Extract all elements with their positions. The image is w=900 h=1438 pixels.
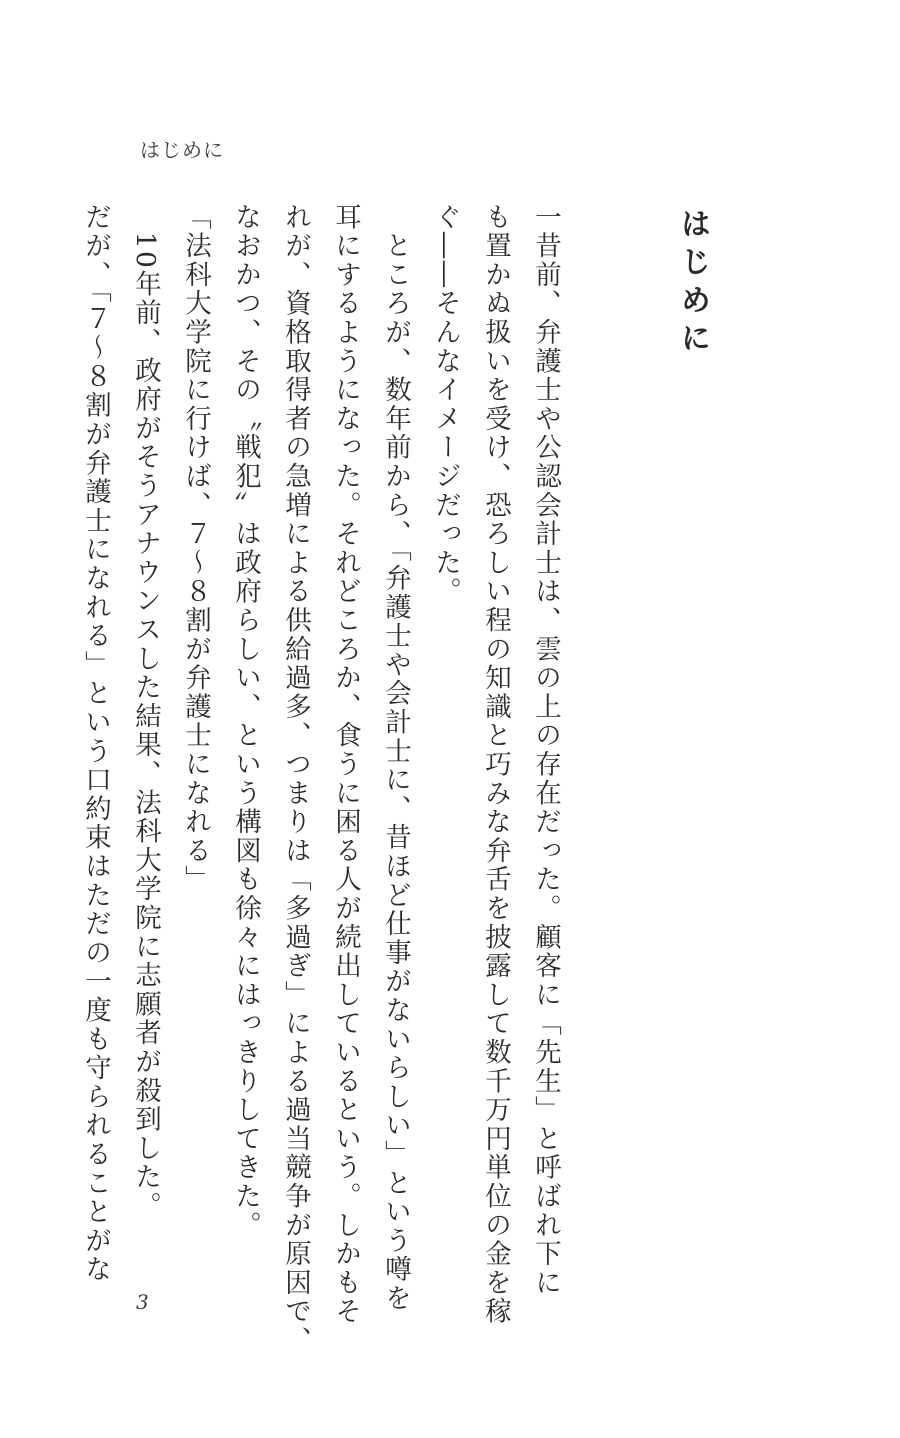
running-head: はじめに — [140, 138, 224, 162]
page-number: 3 — [136, 1290, 149, 1314]
text-column-4: ところが、数年前から、「弁護士や会計士に、昔ほど仕事がないらしい」という噂を — [380, 203, 411, 1313]
text-column-10: だが、「７～８割が弁護士になれる」という口約束はただの一度も守られることがな — [80, 203, 111, 1285]
text-column-8: 「法科大学院に行けば、７～８割が弁護士になれる」 — [180, 203, 211, 895]
text-column-5: 耳にするようになった。それどころか、食うに困る人が続出しているという。しかもそ — [330, 203, 361, 1327]
text-column-7: なおかつ、その〝戦犯〟は政府らしい、という構図も徐々にはっきりしてきた。 — [230, 203, 261, 1240]
text-column-2: も置かぬ扱いを受け、恐ろしい程の知識と巧みな弁舌を披露して数千万円単位の金を稼 — [480, 203, 511, 1327]
text-column-3: ぐ――そんなイメージだった。 — [430, 203, 461, 607]
chapter-title: はじめに — [675, 208, 710, 360]
body-text — [80, 203, 570, 1355]
text-column-1: 一昔前、弁護士や公認会計士は、雲の上の存在だった。顧客に「先生」と呼ばれ下に — [530, 203, 561, 1298]
text-column-6: れが、資格取得者の急増による供給過多、つまりは「多過ぎ」による過当競争が原因で、 — [280, 203, 311, 1355]
text-column-9: 10年前、政府がそうアナウンスした結果、法科大学院に志願者が殺到した。 — [130, 203, 161, 1221]
